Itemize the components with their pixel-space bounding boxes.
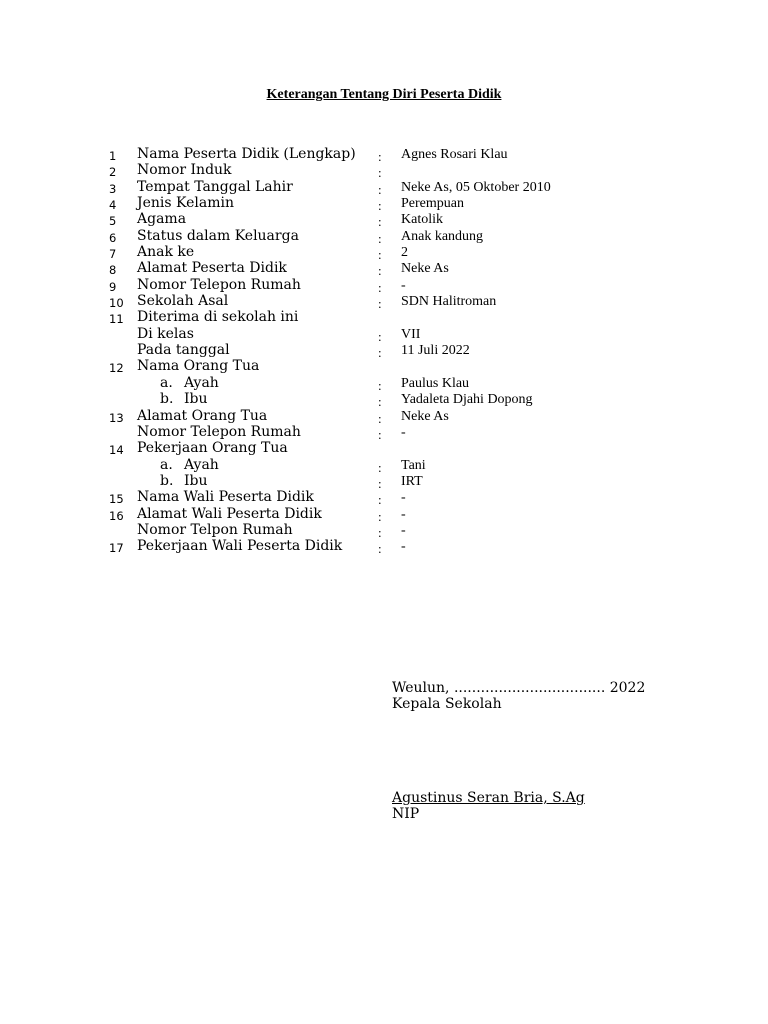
row-number: 8: [109, 263, 117, 278]
row-colon: :: [378, 377, 382, 393]
student-info-list: [0, 146, 768, 555]
row-label: Pada tanggal: [137, 342, 230, 359]
row-number: 6: [109, 230, 117, 245]
info-row: [0, 179, 768, 195]
signature-role: Kepala Sekolah: [392, 696, 502, 712]
row-sub-label: Ibu: [184, 472, 208, 489]
row-number: 17: [109, 541, 124, 556]
row-number: 7: [109, 247, 117, 262]
row-value: Yadaleta Djahi Dopong: [401, 392, 533, 408]
row-colon: :: [378, 492, 382, 508]
row-sub-letter: b.: [160, 391, 174, 408]
row-label: Tempat Tanggal Lahir: [137, 178, 293, 195]
row-value: Anak kandung: [401, 228, 484, 244]
info-row: [0, 489, 768, 508]
row-colon: :: [378, 263, 382, 279]
row-label: [160, 375, 219, 391]
row-number: 11: [109, 312, 124, 327]
row-label: Diterima di sekolah ini: [137, 309, 299, 326]
row-number: 16: [109, 508, 124, 523]
row-label: Alamat Wali Peserta Didik: [137, 505, 322, 522]
row-value: Katolik: [401, 212, 443, 228]
row-colon: :: [378, 181, 382, 197]
info-row: [0, 522, 768, 538]
info-row: [0, 538, 768, 557]
row-label: Alamat Peserta Didik: [137, 260, 287, 277]
row-label: Pekerjaan Orang Tua: [137, 440, 288, 457]
signature-name: Agustinus Seran Bria, S.Ag: [392, 790, 585, 806]
row-number: 2: [109, 165, 117, 180]
info-row: [0, 440, 768, 456]
row-colon: :: [378, 165, 382, 181]
row-colon: :: [378, 279, 382, 295]
row-label: Alamat Orang Tua: [137, 407, 268, 424]
info-row: [0, 195, 768, 214]
row-value: -: [401, 277, 406, 293]
row-colon: :: [378, 394, 382, 410]
row-colon: :: [378, 426, 382, 442]
info-row: [0, 244, 768, 263]
row-value: 2: [401, 245, 408, 261]
row-value: -: [401, 522, 406, 538]
info-row: [0, 408, 768, 424]
info-row: [0, 326, 768, 342]
row-number: 15: [109, 492, 124, 507]
info-row: [0, 506, 768, 522]
row-colon: :: [378, 541, 382, 557]
row-label: Pekerjaan Wali Peserta Didik: [137, 538, 343, 555]
info-row: [0, 424, 768, 440]
row-number: 5: [109, 214, 117, 229]
row-sub-letter: b.: [160, 472, 174, 489]
info-row: [0, 260, 768, 279]
info-row: [0, 391, 768, 410]
row-colon: :: [378, 149, 382, 164]
row-colon: :: [378, 214, 382, 230]
row-label: Nomor Telepon Rumah: [137, 423, 301, 440]
row-value: SDN Halitroman: [401, 294, 497, 310]
row-label: Anak ke: [137, 244, 195, 261]
row-value: Perempuan: [401, 196, 464, 212]
info-row: [0, 375, 768, 391]
row-number: 4: [109, 198, 117, 213]
row-value: 11 Juli 2022: [401, 343, 470, 359]
info-row: [0, 277, 768, 293]
row-sub-letter: a.: [160, 374, 173, 391]
row-label: [160, 473, 208, 489]
row-label: Nama Wali Peserta Didik: [137, 489, 314, 506]
document-title: Keterangan Tentang Diri Peserta Didik: [266, 87, 502, 102]
row-label: Nomor Induk: [137, 162, 232, 179]
row-sub-label: Ayah: [184, 374, 219, 391]
row-colon: :: [378, 247, 382, 263]
row-value: Neke As, 05 Oktober 2010: [401, 179, 551, 195]
row-colon: :: [378, 508, 382, 524]
row-label: Status dalam Keluarga: [137, 227, 299, 244]
info-row: [0, 211, 768, 230]
row-sub-letter: a.: [160, 456, 173, 473]
row-colon: :: [378, 475, 382, 491]
row-number: 14: [109, 443, 124, 458]
row-colon: :: [378, 230, 382, 246]
row-value: Tani: [401, 457, 426, 473]
row-label: Nama Orang Tua: [137, 358, 260, 375]
row-value: Paulus Klau: [401, 375, 470, 391]
row-value: -: [401, 539, 406, 555]
row-number: 13: [109, 410, 124, 425]
info-row: [0, 358, 768, 374]
info-row: [0, 342, 768, 361]
row-number: 9: [109, 279, 117, 294]
row-number: 10: [109, 296, 124, 311]
info-row: [0, 309, 768, 325]
row-value: -: [401, 490, 406, 506]
row-label: Sekolah Asal: [137, 293, 229, 310]
info-row: [0, 473, 768, 489]
info-row: [0, 293, 768, 312]
row-value: Neke As: [401, 261, 449, 277]
row-colon: :: [378, 459, 382, 475]
row-sub-label: Ayah: [184, 456, 219, 473]
row-label: Nama Peserta Didik (Lengkap): [137, 146, 356, 162]
row-label: Agama: [137, 211, 187, 228]
row-value: IRT: [401, 473, 423, 489]
row-sub-label: Ibu: [184, 391, 208, 408]
signature-nip: NIP: [392, 806, 420, 822]
row-value: -: [401, 506, 406, 522]
signature-place-date: Weulun, .................................. 2022: [392, 680, 646, 696]
row-colon: :: [378, 524, 382, 540]
row-number: 12: [109, 361, 124, 376]
row-label: [160, 457, 219, 473]
info-row: [0, 146, 768, 162]
row-colon: :: [378, 328, 382, 344]
row-label: Nomor Telpon Rumah: [137, 521, 293, 538]
row-label: Nomor Telepon Rumah: [137, 276, 301, 293]
row-value: Agnes Rosari Klau: [401, 147, 508, 162]
row-value: VII: [401, 326, 421, 342]
row-number: 1: [109, 149, 117, 163]
row-value: Neke As: [401, 408, 449, 424]
row-colon: :: [378, 410, 382, 426]
row-value: -: [401, 424, 406, 440]
row-label: Di kelas: [137, 325, 194, 342]
row-colon: :: [378, 198, 382, 214]
info-row: [0, 228, 768, 244]
row-number: 3: [109, 181, 117, 196]
info-row: [0, 457, 768, 473]
row-colon: :: [378, 345, 382, 361]
row-label: [160, 391, 208, 407]
row-colon: :: [378, 296, 382, 312]
info-row: [0, 162, 768, 181]
row-label: Jenis Kelamin: [137, 195, 234, 212]
